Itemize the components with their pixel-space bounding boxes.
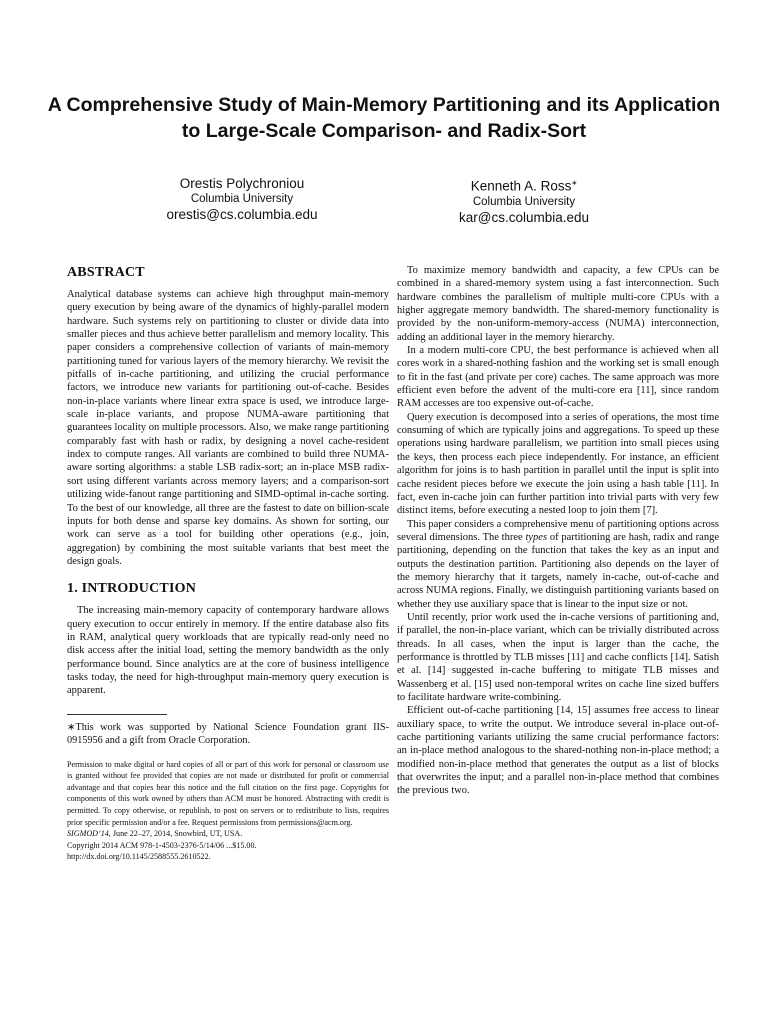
author-name: Kenneth A. Ross∗ — [470, 178, 578, 194]
body-paragraph: To maximize memory bandwidth and capacity, a few CPUs can be combined in a shared-memory system using a fast interconnection. Such hardware combines the parallelism of multiple multi-core CPUs with a higher aggregate memory bandwidth. The shared-memory functionality is provided by the non-uniform-memory-access (NUMA) interconnection, adding an additional layer in the memory hierarchy. — [397, 265, 719, 343]
author-affiliation: Columbia University — [190, 193, 294, 205]
author-affiliation: Columbia University — [472, 195, 576, 208]
author-email: kar@cs.columbia.edu — [458, 209, 589, 225]
body-paragraph: In a modern multi-core CPU, the best performance is achieved when all cores work in a shared-nothing fashion and the working set is small enough to fit in the fast (and private per core) caches. The same approach was more efficient even before the advent of the multi-core era [11], since random RAM accesses are too expensive out-of-cache. — [397, 345, 719, 410]
venue-line: SIGMOD’14, June 22–27, 2014, Snowbird, UT, USA. — [67, 829, 243, 839]
abstract-text: Analytical database systems can achieve high throughput main-memory query execution by being aware of the dynamics of highly-parallel modern hardware. Such systems rely on partitioning to cluster or divide data into smaller pieces and thus achieve better parallelism and memory locality. This paper considers a comprehensive collection of variants of main-memory partitioning tuned for various layers of the memory hierarchy. We revisit the pitfalls of in-cache partitioning, and utilizing the crucial performance factors, we introduce new variants for partitioning out-of-cache. Besides non-in-place variants where linear extra space is used, we introduce large-scale in-place variants, and propose NUMA-aware partitioning that guarantees locality on multiple processors. Also, we make range partitioning comparably fast with hash or radix, by designing a novel cache-resident index to compute ranges. All variants are combined to build three NUMA-aware sorting algorithms: a stable LSB radix-sort; an in-place MSB radix-sort using different variants across memory layers; and a comparison-sort utilizing wide-fanout range partitioning and SIMD-optimal in-cache sorting. To the best of our knowledge, all three are the fastest to date on billion-scale inputs for both dense and sparse key domains. As shown for sorting, our work can serve as a tool for building other operations (e.g., join, aggregation) by combining the most suitable variants that best meet the design goals. — [67, 289, 389, 567]
body-paragraph: Query execution is decomposed into a series of operations, the most time consuming of which are typically joins and aggregations. To speed up these operations using hardware parallelism, we partition into small pieces using the keys, then process each piece independently. For instance, an efficient algorithm for joins is to hash partition in parallel until the input is split into cache resident pieces before we execute the join using a hash table [11]. In fact, even in-cache join can further partition into trivial parts with very few distinct items, before executing a nested loop to join them [7]. — [397, 411, 719, 517]
permission-text: Permission to make digital or hard copies of all or part of this work for personal or classroom use is granted without fee provided that copies are not made or distributed for profit or commercial advantage and that copies bear this notice and the full citation on the first page. Copyrights for components of this work owned by others than ACM must be honored. Abstracting with credit is permitted. To copy otherwise, or republish, to post on servers or to redistribute to lists, requires prior specific permission and/or a fee. Request permissions from permissions@acm.org. — [67, 759, 389, 827]
footnote-marker: ∗ — [571, 180, 578, 187]
footnote-rule — [67, 714, 167, 715]
author-name: Orestis Polychroniou — [179, 176, 305, 191]
copyright-line: Copyright 2014 ACM 978-1-4503-2376-5/14/06 ...$15.00. — [67, 840, 257, 850]
author-email: orestis@cs.columbia.edu — [166, 207, 318, 222]
author-block-2 — [404, 176, 644, 226]
body-paragraph: This paper considers a comprehensive menu of partitioning options across several dimensions. The three types of partitioning are hash, radix and range partitioning, depending on the function that takes the key as an input and outputs the destination partition. Partitioning also depends on the layer of the memory hierarchy that it targets, namely in-cache, out-of-cache and across NUMA regions. Finally, we distinguish partitioning variants based on whether they use auxiliary space that is linear to the input size or not. — [397, 518, 720, 610]
body-paragraph: Until recently, prior work used the in-cache versions of partitioning and, if parallel, the non-in-place variant, which can be trivially distributed across threads. In all cases, when the input is larger than the cache, the performance is throttled by TLB misses [11] and cache conflicts [14]. Satish et al. [14] suggested in-cache buffering to mitigate TLB misses and Wassenberg et al. [15] used non-temporal writes on cache line sized buffers to facilitate hardware write-combining. — [397, 611, 719, 703]
permission-block — [67, 759, 389, 863]
body-paragraph: Efficient out-of-cache partitioning [14, 15] assumes free access to linear auxiliary space, to write the output. We introduce several in-place out-of-cache partitioning variants utilizing the same crucial performance factors: an in-place method analogous to the shared-nothing non-in-place method; a modified non-in-place method that generates the output as a list of blocks that overwrites the input; and a parallel non-in-place method that combines the previous two. — [397, 705, 719, 797]
right-column — [397, 264, 719, 798]
intro-paragraph: The increasing main-memory capacity of contemporary hardware allows query execution to occur entirely in memory. If the entire database also fits in RAM, analytical query workloads that are typically read-only need no disk access after the initial load, setting the memory bandwidth as the only performance bound. Since analytics are at the core of business intelligence tasks today, the need for high-throughput main-memory query execution is apparent. — [67, 605, 389, 697]
paper-title: A Comprehensive Study of Main-Memory Partitioning and its Application to Large-Scale Comparison- and Radix-Sort — [47, 94, 721, 142]
introduction-heading: 1. INTRODUCTION — [67, 581, 197, 597]
author-block-1 — [122, 176, 362, 223]
left-column — [67, 264, 389, 863]
doi-line: http://dx.doi.org/10.1145/2588555.2610522. — [67, 852, 211, 862]
footnote-text: ∗This work was supported by National Science Foundation grant IIS-0915956 and a gift from Oracle Corporation. — [67, 721, 389, 746]
abstract-heading: ABSTRACT — [67, 265, 145, 280]
